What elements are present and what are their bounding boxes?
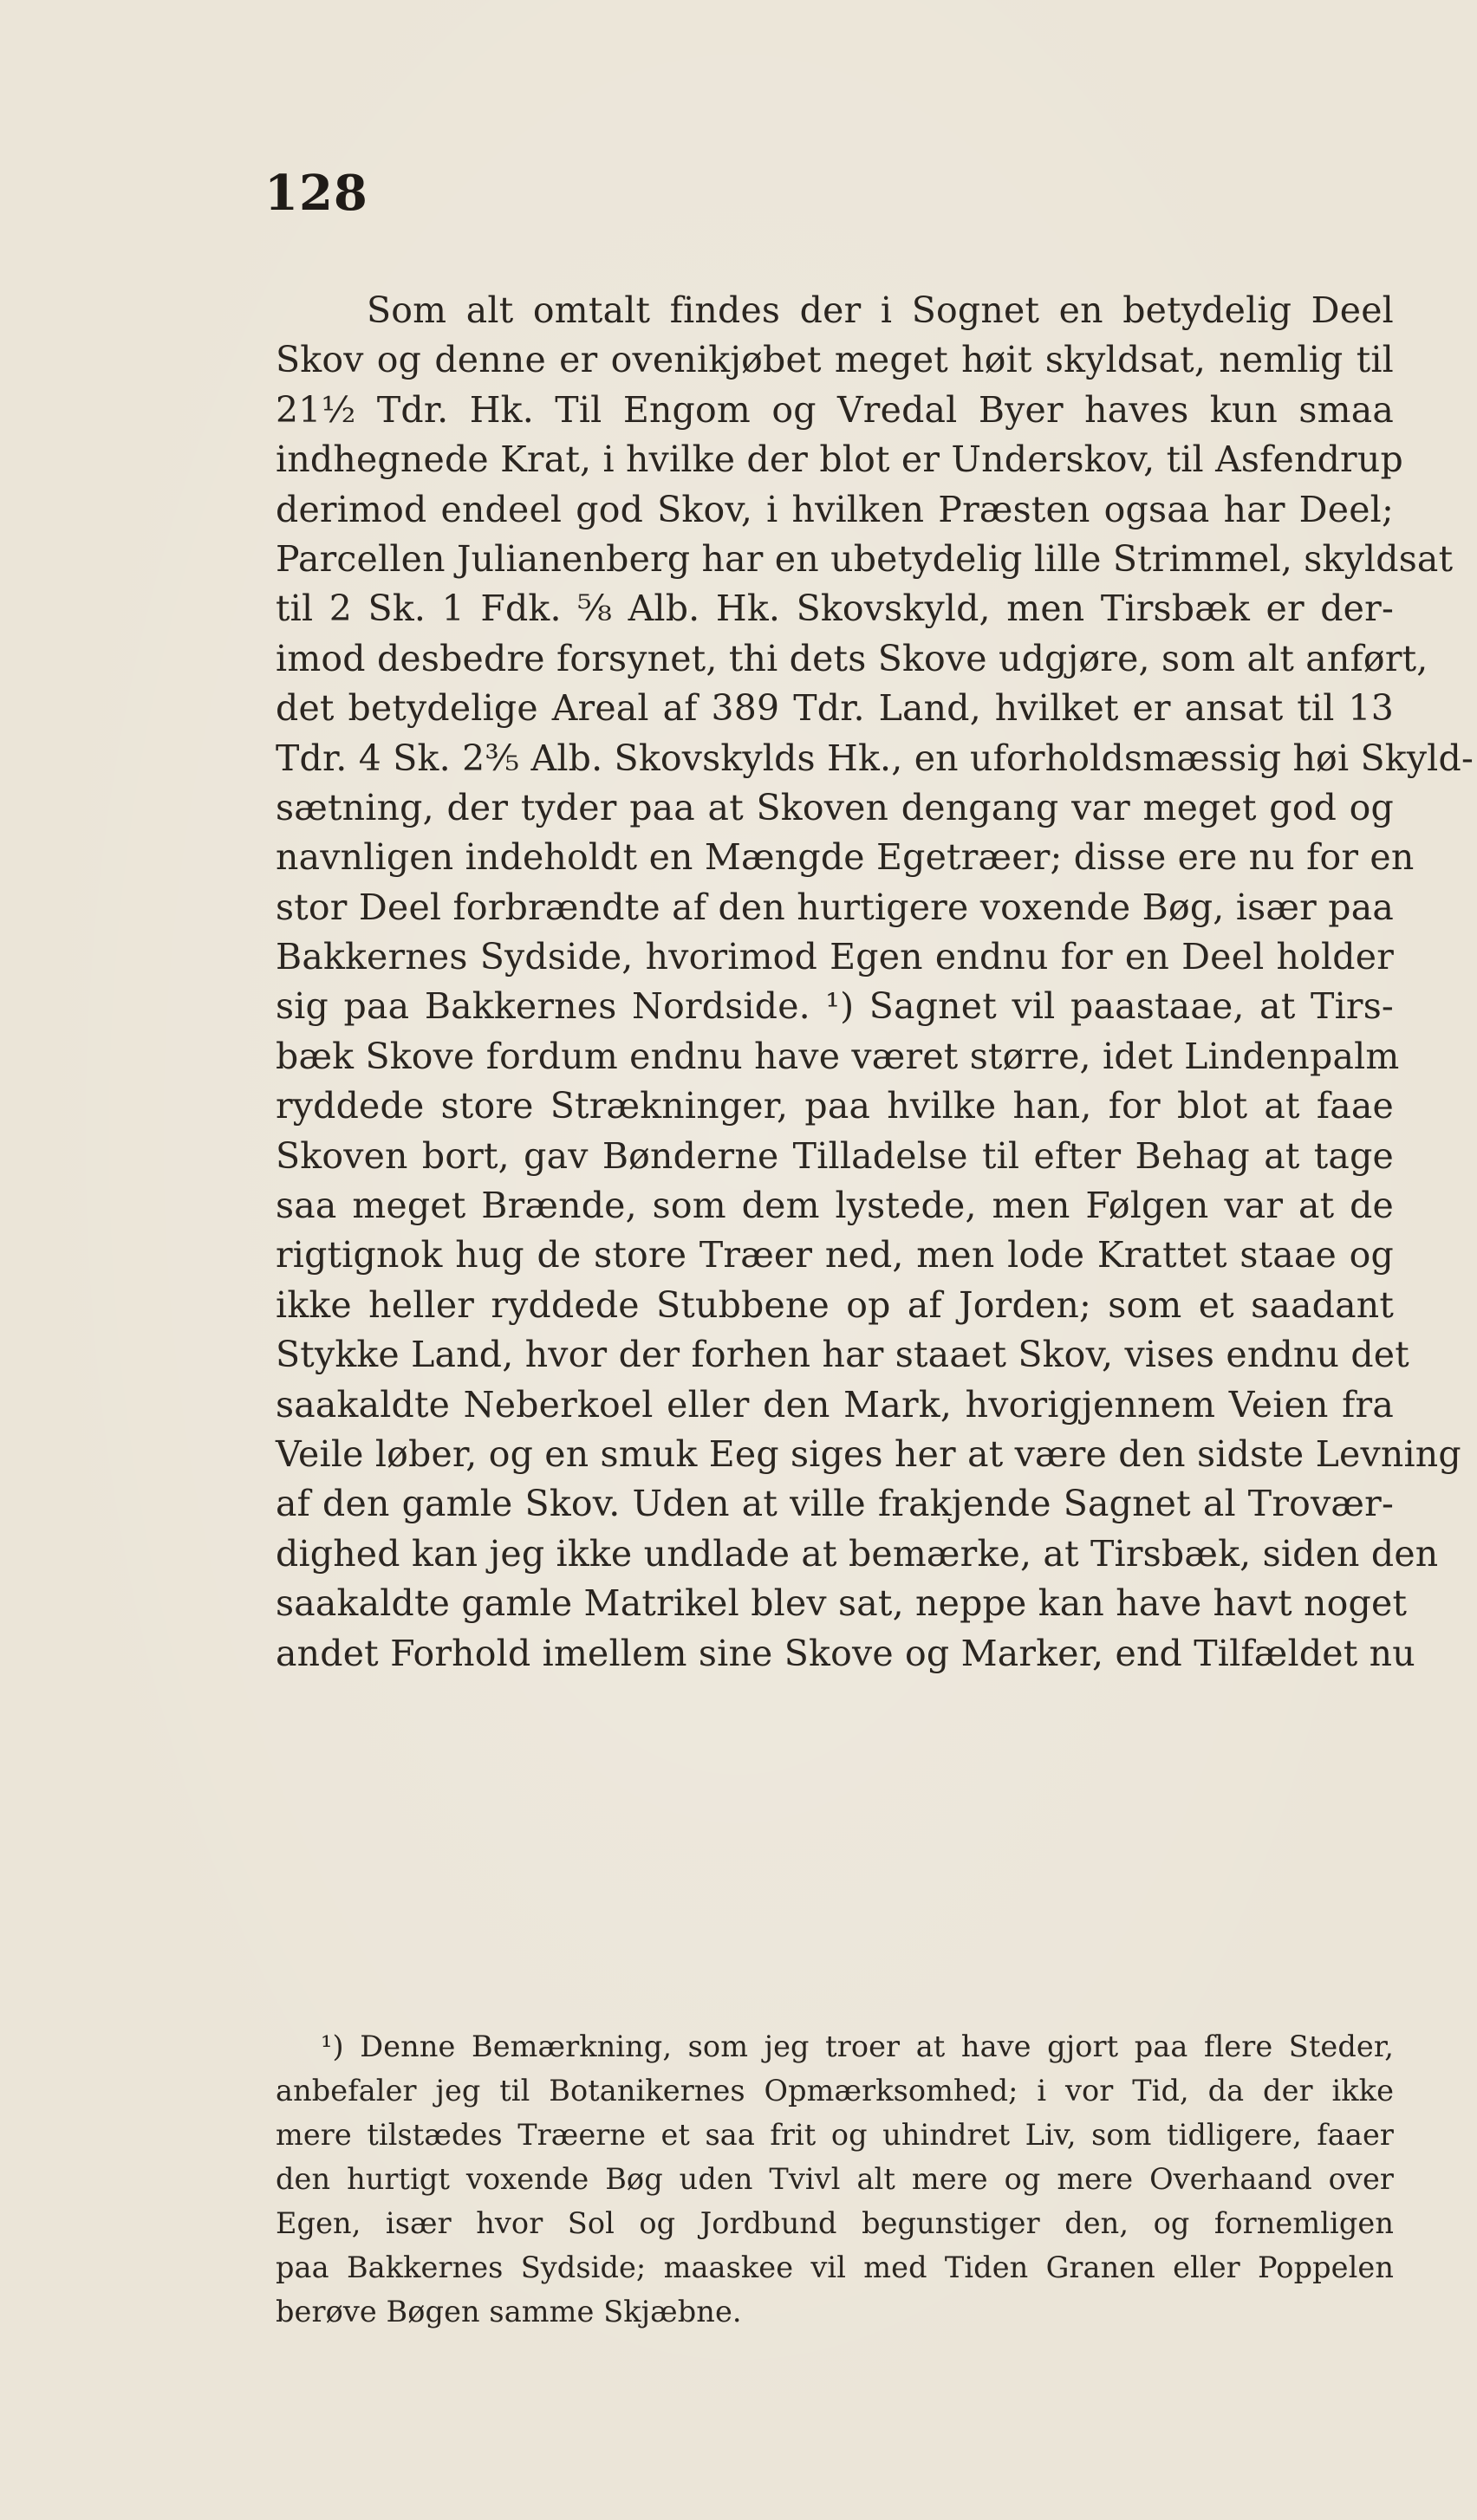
footnote-line: ¹) Denne Bemærkning, som jeg troer at have gjort paa flere Steder,: [321, 2030, 1394, 2063]
text-line: det betydelige Areal af 389 Tdr. Land, hvilket er ansat til 13: [276, 687, 1394, 730]
text-line: Skov og denne er ovenikjøbet meget høit skyldsat, nemlig til: [276, 339, 1394, 381]
text-line: ikke heller ryddede Stubbene op af Jorden; som et saadant: [276, 1283, 1394, 1326]
footnote-line: den hurtigt voxende Bøg uden Tvivl alt mere og mere Overhaand over: [276, 2162, 1394, 2196]
text-line: Som alt omtalt findes der i Sognet en betydelig Deel: [367, 289, 1394, 331]
text-line: rigtignok hug de store Træer ned, men lode Krattet staae og: [276, 1234, 1394, 1276]
footnote-line: Egen, især hvor Sol og Jordbund begunstiger den, og fornemligen: [276, 2206, 1394, 2240]
text-line: Tdr. 4 Sk. 2⅗ Alb. Skovskylds Hk., en uforholdsmæssig høi Skyld-: [276, 737, 1474, 779]
page-number: 128: [264, 165, 368, 222]
text-line: saakaldte Neberkoel eller den Mark, hvorigjennem Veien fra: [276, 1383, 1394, 1426]
text-line: Veile løber, og en smuk Eeg siges her at være den sidste Levning: [276, 1432, 1461, 1475]
text-line: til 2 Sk. 1 Fdk. ⅝ Alb. Hk. Skovskyld, men Tirsbæk er der-: [276, 588, 1394, 630]
text-line: navnligen indeholdt en Mængde Egetræer; disse ere nu for en: [276, 836, 1415, 879]
text-line: andet Forhold imellem sine Skove og Marker, end Tilfældet nu: [276, 1632, 1415, 1674]
text-line: derimod endeel god Skov, i hvilken Præsten ogsaa har Deel;: [276, 488, 1394, 530]
text-line: Skoven bort, gav Bønderne Tilladelse til efter Behag at tage: [276, 1134, 1394, 1177]
text-line: Stykke Land, hvor der forhen har staaet Skov, vises endnu det: [276, 1334, 1409, 1376]
text-line: dighed kan jeg ikke undlade at bemærke, at Tirsbæk, siden den: [276, 1532, 1439, 1575]
text-line: Bakkernes Sydside, hvorimod Egen endnu for en Deel holder: [276, 936, 1394, 978]
footnote: [276, 2024, 1394, 2334]
footnote-line: berøve Bøgen samme Skjæbne.: [276, 2295, 742, 2328]
text-line: saakaldte gamle Matrikel blev sat, neppe kan have havt noget: [276, 1582, 1408, 1625]
text-line: ryddede store Strækninger, paa hvilke han, for blot at faae: [276, 1085, 1394, 1127]
text-line: sætning, der tyder paa at Skoven dengang var meget god og: [276, 786, 1394, 828]
text-line: 21½ Tdr. Hk. Til Engom og Vredal Byer haves kun smaa: [276, 388, 1394, 431]
text-line: af den gamle Skov. Uden at ville frakjende Sagnet al Trovær-: [276, 1483, 1394, 1525]
text-line: stor Deel forbrændte af den hurtigere voxende Bøg, især paa: [276, 886, 1394, 928]
text-line: Parcellen Julianenberg har en ubetydelig lille Strimmel, skyldsat: [276, 537, 1454, 580]
text-line: imod desbedre forsynet, thi dets Skove udgjøre, som alt anført,: [276, 637, 1428, 679]
text-line: bæk Skove fordum endnu have været større, idet Lindenpalm: [276, 1035, 1400, 1077]
footnote-line: anbefaler jeg til Botanikernes Opmærksomhed; i vor Tid, da der ikke: [276, 2074, 1394, 2108]
text-line: saa meget Brænde, som dem lystede, men Følgen var at de: [276, 1185, 1394, 1227]
text-line: sig paa Bakkernes Nordside. ¹) Sagnet vil paastaae, at Tirs-: [276, 985, 1394, 1028]
main-text: [276, 286, 1474, 1679]
text-line: indhegnede Krat, i hvilke der blot er Underskov, til Asfendrup: [276, 438, 1403, 481]
footnote-line: paa Bakkernes Sydside; maaskee vil med Tiden Granen eller Poppelen: [276, 2250, 1394, 2284]
footnote-line: mere tilstædes Træerne et saa frit og uhindret Liv, som tidligere, faaer: [276, 2118, 1394, 2152]
